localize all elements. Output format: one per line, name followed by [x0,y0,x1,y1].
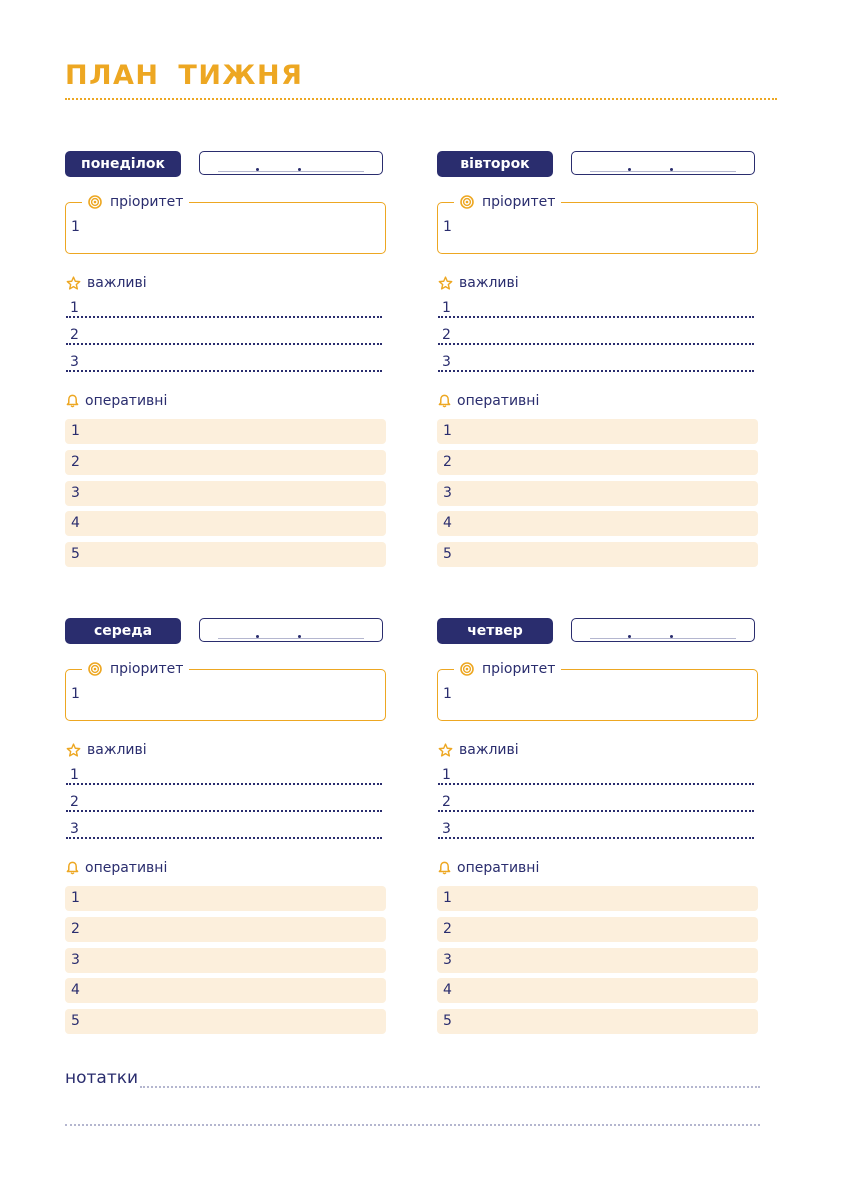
priority-number: 1 [71,219,80,235]
date-field[interactable] [571,618,755,642]
operative-heading [66,393,167,409]
operative-label: оперативні [457,860,540,876]
date-separator [256,168,259,171]
important-line[interactable] [438,786,754,812]
operative-row[interactable] [65,542,386,567]
priority-number: 1 [71,686,80,702]
important-label: важливі [87,275,147,291]
important-number: 3 [70,821,79,837]
bell-icon [66,394,79,408]
operative-number: 5 [443,1013,452,1029]
important-number: 2 [442,794,451,810]
date-separator [298,168,301,171]
operative-number: 1 [443,890,452,906]
priority-label: пріоритет [482,661,556,677]
day-name-badge: середа [65,618,181,644]
operative-number: 4 [71,515,80,531]
operative-row[interactable] [65,917,386,942]
date-underline [218,638,364,639]
important-number: 3 [442,821,451,837]
day-name-badge: четвер [437,618,553,644]
date-field[interactable] [571,151,755,175]
date-separator [256,635,259,638]
important-line[interactable] [438,759,754,785]
notes-label: нотатки [65,1068,139,1088]
operative-number: 5 [443,546,452,562]
important-heading [438,275,519,291]
important-number: 1 [70,767,79,783]
priority-number: 1 [443,219,452,235]
important-number: 2 [70,327,79,343]
date-separator [628,635,631,638]
operative-row[interactable] [65,978,386,1003]
operative-number: 2 [71,921,80,937]
operative-row[interactable] [437,1009,758,1034]
star-icon [438,276,453,291]
important-label: важливі [459,742,519,758]
target-icon [460,195,474,209]
day-panel [437,618,759,1038]
title-divider [65,98,777,100]
priority-legend [82,192,189,212]
date-separator [670,168,673,171]
important-heading [438,742,519,758]
operative-number: 3 [71,485,80,501]
operative-number: 4 [443,982,452,998]
important-line[interactable] [66,292,382,318]
star-icon [438,743,453,758]
operative-row[interactable] [437,978,758,1003]
operative-row[interactable] [437,450,758,475]
operative-number: 1 [71,890,80,906]
operative-label: оперативні [457,393,540,409]
bell-icon [438,394,451,408]
important-line[interactable] [438,813,754,839]
operative-number: 2 [443,921,452,937]
operative-row[interactable] [437,542,758,567]
date-separator [628,168,631,171]
operative-number: 4 [71,982,80,998]
important-label: важливі [459,275,519,291]
operative-heading [66,860,167,876]
operative-number: 2 [443,454,452,470]
operative-row[interactable] [437,917,758,942]
date-field[interactable] [199,618,383,642]
date-separator [670,635,673,638]
operative-row[interactable] [65,450,386,475]
operative-row[interactable] [65,481,386,506]
page-title: ПЛАН ТИЖНЯ [65,60,304,91]
operative-number: 1 [443,423,452,439]
operative-heading [438,393,539,409]
priority-legend [454,192,561,212]
star-icon [66,743,81,758]
important-line[interactable] [66,346,382,372]
operative-number: 4 [443,515,452,531]
priority-field[interactable] [65,661,386,721]
important-line[interactable] [438,346,754,372]
operative-number: 5 [71,546,80,562]
important-line[interactable] [66,813,382,839]
important-line[interactable] [438,319,754,345]
operative-row[interactable] [437,948,758,973]
operative-row[interactable] [437,886,758,911]
date-underline [590,638,736,639]
operative-label: оперативні [85,860,168,876]
operative-number: 3 [443,485,452,501]
important-number: 1 [442,300,451,316]
operative-heading [438,860,539,876]
priority-number: 1 [443,686,452,702]
target-icon [460,662,474,676]
date-underline [218,171,364,172]
operative-row[interactable] [65,1009,386,1034]
priority-label: пріоритет [110,661,184,677]
day-panel [65,618,387,1038]
important-number: 1 [442,767,451,783]
notes-line[interactable] [140,1086,760,1088]
important-line[interactable] [66,759,382,785]
important-heading [66,275,147,291]
day-panel [65,151,387,571]
important-number: 2 [70,794,79,810]
date-field[interactable] [199,151,383,175]
target-icon [88,662,102,676]
priority-field[interactable] [65,194,386,254]
day-name-badge: понеділок [65,151,181,177]
priority-label: пріоритет [110,194,184,210]
operative-row[interactable] [65,886,386,911]
important-label: важливі [87,742,147,758]
important-number: 3 [70,354,79,370]
date-underline [590,171,736,172]
operative-number: 3 [71,952,80,968]
operative-row[interactable] [437,481,758,506]
operative-label: оперативні [85,393,168,409]
priority-legend [82,659,189,679]
operative-row[interactable] [65,948,386,973]
priority-field[interactable] [437,194,758,254]
operative-number: 3 [443,952,452,968]
important-line[interactable] [438,292,754,318]
priority-label: пріоритет [482,194,556,210]
operative-row[interactable] [437,419,758,444]
important-number: 2 [442,327,451,343]
operative-row[interactable] [65,511,386,536]
operative-number: 1 [71,423,80,439]
operative-number: 5 [71,1013,80,1029]
operative-row[interactable] [65,419,386,444]
important-number: 1 [70,300,79,316]
target-icon [88,195,102,209]
notes-line[interactable] [65,1124,760,1126]
priority-field[interactable] [437,661,758,721]
star-icon [66,276,81,291]
day-panel [437,151,759,571]
operative-row[interactable] [437,511,758,536]
important-line[interactable] [66,319,382,345]
important-number: 3 [442,354,451,370]
bell-icon [66,861,79,875]
operative-number: 2 [71,454,80,470]
day-name-badge: вівторок [437,151,553,177]
priority-legend [454,659,561,679]
important-heading [66,742,147,758]
bell-icon [438,861,451,875]
date-separator [298,635,301,638]
important-line[interactable] [66,786,382,812]
